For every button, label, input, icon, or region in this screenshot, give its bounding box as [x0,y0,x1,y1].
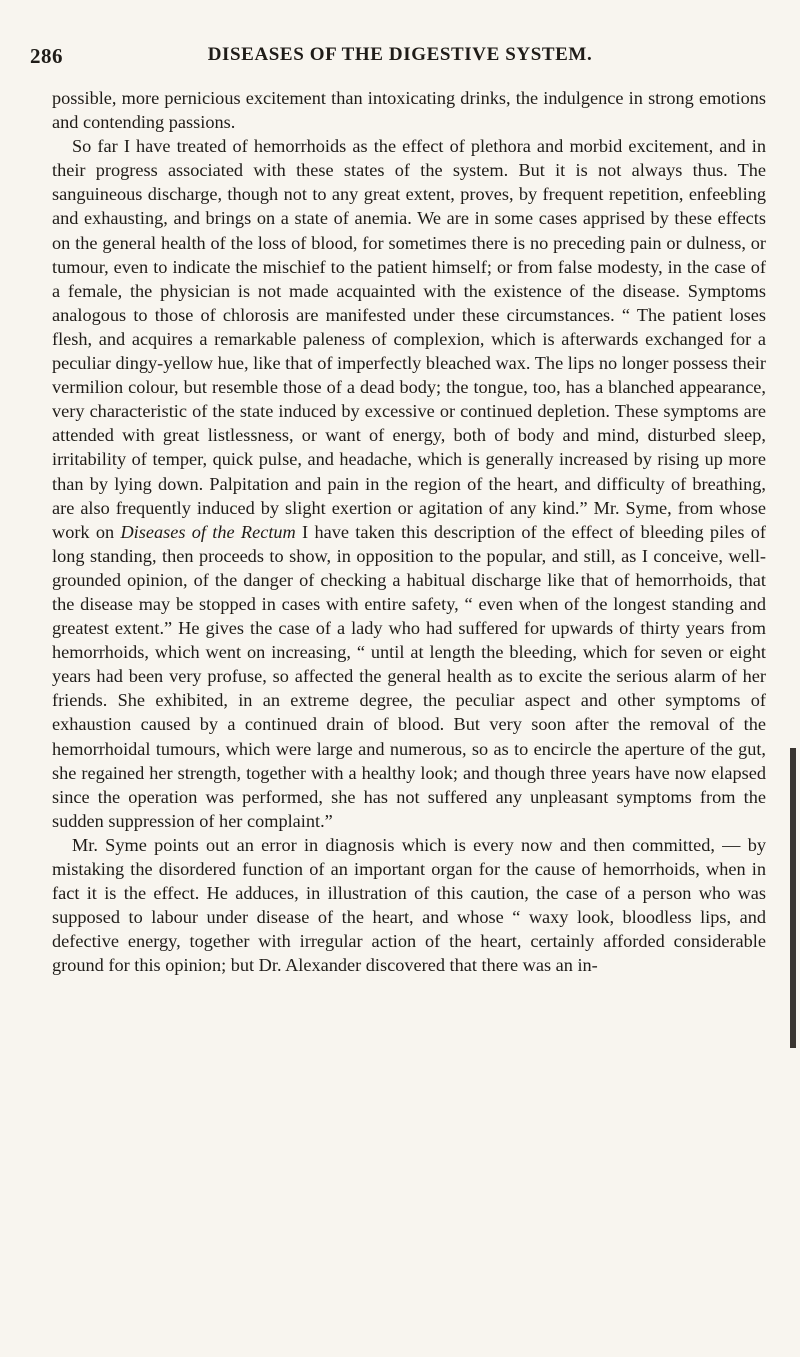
paragraph-diagnosis: Mr. Syme points out an error in diagnosis which is every now and then committed, — by mistaking the disordered function of an important organ for the cause of hemorrhoids, when in fact it is the effect. He adduces, in illustration of this caution, the case of a person who was supposed to labour under disease of the heart, and whose “ waxy look, bloodless lips, and defective energy, together with irregular action of the heart, certainly afforded considerable ground for this opinion; but Dr. Alexander discovered that there was an in- [52,834,766,976]
body-text [52,86,766,977]
margin-scan-mark [790,748,796,1048]
page-number: 286 [30,44,63,68]
paragraph-continuation: possible, more pernicious excitement than intoxicating drinks, the indulgence in strong emotions and contending passions. [52,88,766,133]
paragraph-anemia-text-cont: I have taken this description of the effect of bleeding piles of long standing, then proceeds to show, in opposition to the popular, and still, as I conceive, well-grounded opinion, of the danger of checking a habitual discharge like that of hemorrhoids, that the disease may be stopped in cases with entire safety, “ even when of the longest standing and greatest extent.” He gives the case of a lady who had suffered for upwards of thirty years from hemorrhoids, which went on increasing, “ until at length the bleeding, which for seven or eight years had been very profuse, so affected the general health as to excite the serious alarm of her friends. She exhibited, in an extreme degree, the peculiar aspect and other symptoms of exhaustion caused by a continued drain of blood. But very soon after the removal of the hemorrhoidal tumours, which were large and numerous, so as to encircle the aperture of the gut, she regained her strength, together with a healthy look; and though three years have now elapsed since the operation was performed, she has not suffered any unpleasant symptoms from the sudden suppression of her complaint.” [52,521,766,831]
book-title-italic: Diseases of the Rectum [120,521,296,542]
paragraph-anemia [52,134,766,833]
running-title: DISEASES OF THE DIGESTIVE SYSTEM. [207,44,593,65]
paragraph-anemia-text: So far I have treated of hemorrhoids as the effect of plethora and morbid excitement, and in their progress associated with these states of the system. But it is not always thus. The sanguineous discharge, though not to any great extent, proves, by frequent repetition, enfeebling and exhausting, and brings on a state of anemia. We are in some cases apprised by these effects on the general health of the loss of blood, for sometimes there is no preceding pain or dulness, or tumour, even to indicate the mischief to the patient himself; or from false modesty, in the case of a female, the physician is not made acquainted with the existence of the disease. Symptoms analogous to those of chlorosis are manifested under these circumstances. “ The patient loses flesh, and acquires a remarkable paleness of complexion, which is afterwards exchanged for a peculiar dingy-yellow hue, like that of imperfectly bleached wax. The lips no longer possess their vermilion colour, but resemble those of a dead body; the tongue, too, has a blanched appearance, very characteristic of the state induced by excessive or continued depletion. These symptoms are attended with great listlessness, or want of energy, both of body and mind, disturbed sleep, irritability of temper, quick pulse, and headache, which is generally increased by rising up more than by lying down. Palpitation and pain in the region of the heart, and difficulty of breathing, are also frequently induced by slight exertion or agitation of any kind.” Mr. Syme, from whose work on [52,136,766,542]
page-header [30,44,770,74]
